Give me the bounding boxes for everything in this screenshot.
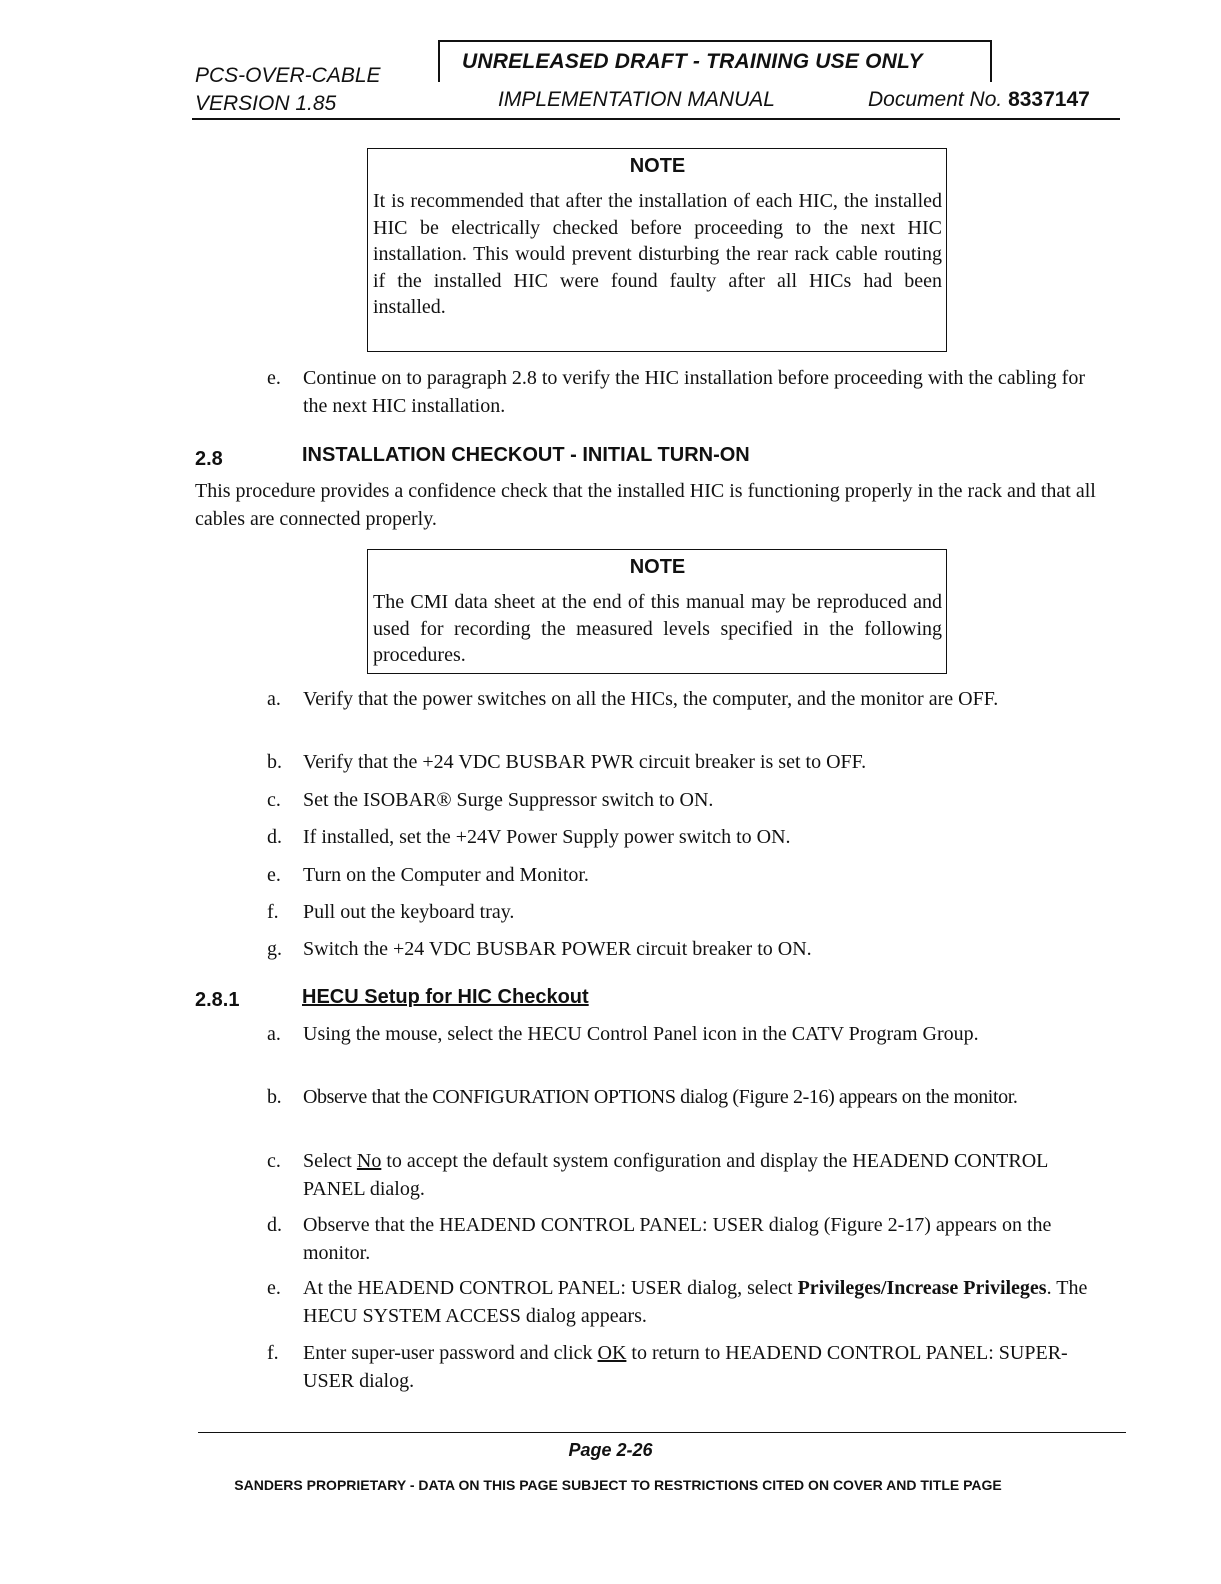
list-item-label: e. <box>267 367 281 389</box>
header-left <box>195 62 381 118</box>
list-item-text: Observe that the HEADEND CONTROL PANEL: USER dialog (Figure 2-17) appears on the monitor. <box>303 1214 1052 1264</box>
list-item-label: c. <box>267 1150 281 1172</box>
list-item-text <box>303 1148 1113 1203</box>
subsection-title: HECU Setup for HIC Checkout <box>302 986 589 1008</box>
list-item-text: Verify that the power switches on all the HICs, the computer, and the monitor are OFF. <box>303 688 999 710</box>
document-number <box>868 88 1090 112</box>
list-item <box>267 1212 1097 1268</box>
list-item-text: Pull out the keyboard tray. <box>303 901 515 923</box>
section-intro: This procedure provides a confidence check that the installed HIC is functioning properly in the rack and that all cables are connected properly. <box>195 480 1096 530</box>
list-item-label: f. <box>267 901 279 923</box>
list-item <box>267 1340 1097 1396</box>
ok-option-link: OK <box>597 1342 627 1364</box>
list-item <box>267 365 1097 421</box>
list-item-text: Using the mouse, select the HECU Control Panel icon in the CATV Program Group. <box>303 1023 979 1045</box>
list-item-label: a. <box>267 1023 281 1045</box>
draft-banner: UNRELEASED DRAFT - TRAINING USE ONLY <box>462 50 923 73</box>
list-item-text: Observe that the CONFIGURATION OPTIONS dialog (Figure 2-16) appears on the monitor. <box>303 1086 1018 1108</box>
list-item <box>267 686 1097 742</box>
doc-label: Document No. <box>868 88 1003 111</box>
doc-number-value: 8337147 <box>1008 88 1090 111</box>
text-run: to accept the default system configuration and display the HEADEND CONTROL PANEL dialog. <box>303 1150 1048 1200</box>
no-option-link: No <box>356 1150 382 1172</box>
list-item <box>267 1084 1097 1140</box>
version-label: VERSION 1.85 <box>195 92 337 115</box>
proprietary-notice: SANDERS PROPRIETARY - DATA ON THIS PAGE SUBJECT TO RESTRICTIONS CITED ON COVER AND TITLE PAGE <box>234 1477 1002 1493</box>
list-item-label: c. <box>267 789 281 811</box>
list-item-text: Set the ISOBAR® Surge Suppressor switch to ON. <box>303 789 714 811</box>
menu-path: Privileges/Increase Privileges <box>797 1277 1047 1299</box>
list-item <box>267 1021 1097 1077</box>
list-item <box>267 1148 1097 1204</box>
list-item-label: e. <box>267 864 281 886</box>
list-item-text: If installed, set the +24V Power Supply power switch to ON. <box>303 826 791 848</box>
list-item-label: e. <box>267 1277 281 1299</box>
note-box <box>367 549 947 674</box>
subsection-number: 2.8.1 <box>195 989 240 1011</box>
list-item-label: a. <box>267 688 281 710</box>
list-item-label: b. <box>267 751 282 773</box>
page-number: Page 2-26 <box>568 1440 653 1460</box>
list-item-label: g. <box>267 938 282 960</box>
section-title: INSTALLATION CHECKOUT - INITIAL TURN-ON <box>302 444 750 466</box>
list-item-label: d. <box>267 826 282 848</box>
note-box <box>367 148 947 352</box>
list-item-text <box>303 1340 1113 1395</box>
note-body: It is recommended that after the installation of each HIC, the installed HIC be electrically checked before proceeding to the next HIC installation. This would prevent disturbing the rear rack cable routing if the installed HIC were found faulty after all HICs had been installed. <box>373 190 942 318</box>
note-title: NOTE <box>629 155 686 177</box>
product-name: PCS-OVER-CABLE <box>195 64 381 87</box>
list-item-text: Turn on the Computer and Monitor. <box>303 864 589 886</box>
section-number: 2.8 <box>195 448 223 470</box>
list-item <box>267 1275 1097 1331</box>
text-run: Enter super-user password and click <box>303 1342 598 1364</box>
list-item-text: Switch the +24 VDC BUSBAR POWER circuit breaker to ON. <box>303 938 812 960</box>
list-item-text: Continue on to paragraph 2.8 to verify the HIC installation before proceeding with the cabling for the next HIC installation. <box>303 367 1086 417</box>
list-item-label: f. <box>267 1342 279 1364</box>
text-run: At the HEADEND CONTROL PANEL: USER dialog, select <box>303 1277 798 1299</box>
text-run: to return to HEADEND CONTROL PANEL: SUPER-USER dialog. <box>303 1342 1068 1392</box>
list-item-label: d. <box>267 1214 282 1236</box>
text-run: . The HECU SYSTEM ACCESS dialog appears. <box>303 1277 1088 1327</box>
manual-title: IMPLEMENTATION MANUAL <box>498 88 775 111</box>
note-title: NOTE <box>629 556 686 578</box>
list-item-label: b. <box>267 1086 282 1108</box>
text-run: Select <box>303 1150 357 1172</box>
header-rule <box>192 118 1120 120</box>
footer-rule <box>198 1432 1126 1433</box>
list-item-text <box>303 1275 1113 1330</box>
list-item-text: Verify that the +24 VDC BUSBAR PWR circuit breaker is set to OFF. <box>303 751 867 773</box>
note-body: The CMI data sheet at the end of this manual may be reproduced and used for recording the measured levels specified in the following procedures. <box>373 591 942 666</box>
